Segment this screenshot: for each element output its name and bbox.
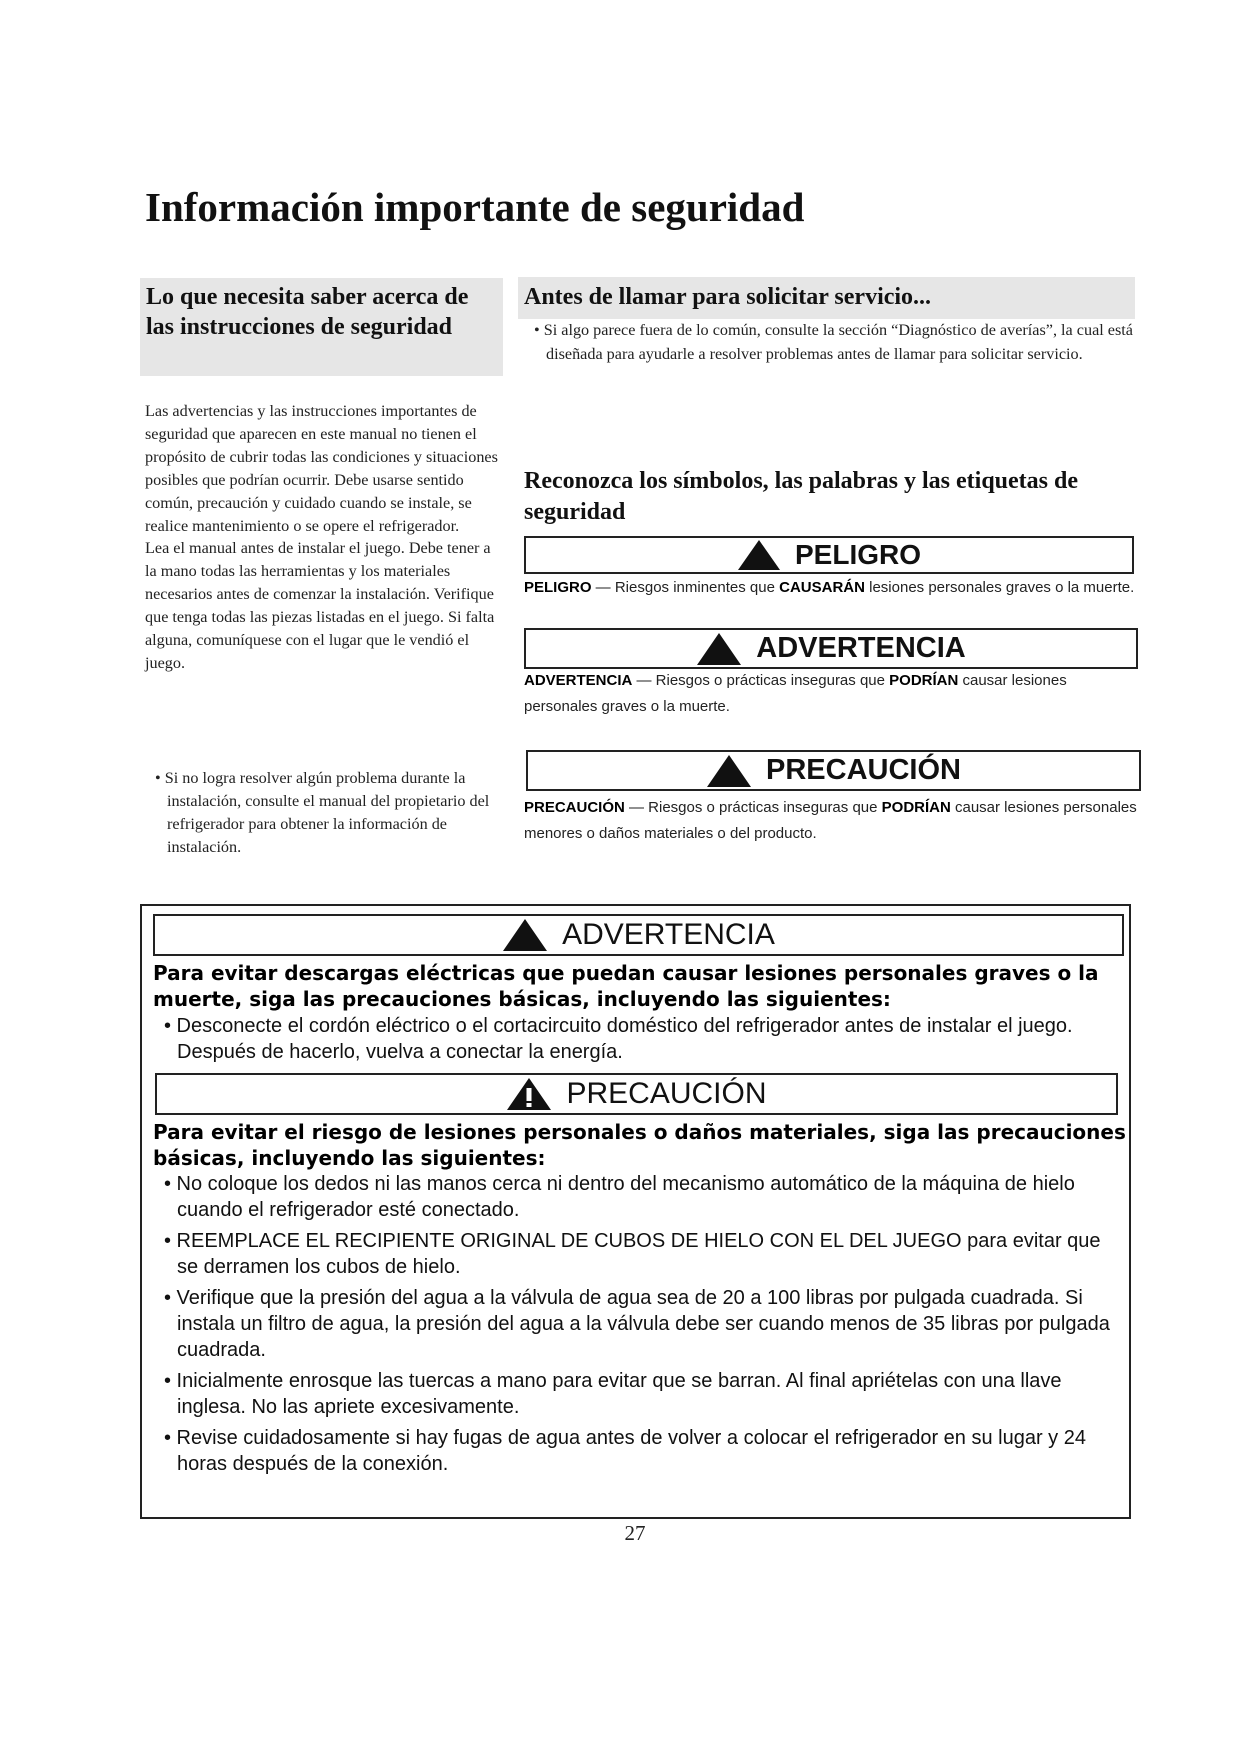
- advertencia-desc-post: causar lesiones personales graves o la muerte.: [524, 672, 1067, 715]
- warning-triangle-icon: [737, 539, 781, 571]
- peligro-desc-pre: — Riesgos inminentes que: [591, 579, 780, 596]
- frame-precaucion-bullet: • No coloque los dedos ni las manos cerca ni dentro del mecanismo automático de la máquina de hielo cuando el refrigerador esté conectado.: [164, 1173, 1075, 1221]
- precaucion-term: PRECAUCIÓN: [524, 799, 625, 816]
- precaucion-emph: PODRÍAN: [881, 799, 951, 816]
- page-number: 27: [624, 1521, 646, 1545]
- caution-exclamation-triangle-icon: [506, 1077, 552, 1111]
- precaucion-desc-post: causar lesiones personales menores o daños materiales o del producto.: [524, 799, 1137, 842]
- warning-triangle-icon: [706, 754, 752, 788]
- advertencia-term: ADVERTENCIA: [524, 672, 633, 689]
- left-paragraph-1: Las advertencias y las instrucciones importantes de seguridad que aparecen en este manual no tienen el propósito de cubrir todas las condiciones y situaciones posibles que podrían ocurrir. Debe usarse sentido común, precaución y cuidado cuando se instale, se realice mantenimiento o se opere el refrigerador.: [145, 402, 498, 535]
- left-section-heading: Lo que necesita saber acerca de las instrucciones de seguridad: [140, 278, 503, 376]
- frame-precaucion-lead: Para evitar el riesgo de lesiones personales o daños materiales, siga las precauciones básicas, incluyendo las siguientes:: [153, 1120, 1126, 1170]
- frame-advertencia-box: [153, 914, 1124, 956]
- precaucion-desc-pre: — Riesgos o prácticas inseguras que: [624, 799, 882, 816]
- peligro-emph: CAUSARÁN: [779, 579, 865, 596]
- left-bullet: • Si no logra resolver algún problema durante la instalación, consulte el manual del propietario del refrigerador para obtener la información de instalación.: [155, 769, 490, 856]
- advertencia-signal-label: ADVERTENCIA: [756, 632, 966, 664]
- frame-advertencia-bullet: • Desconecte el cordón eléctrico o el cortacircuito doméstico del refrigerador antes de instalar el juego. Después de hacerlo, vuelva a conectar la energía.: [164, 1015, 1073, 1063]
- advertencia-desc-pre: — Riesgos o prácticas inseguras que: [632, 672, 890, 689]
- peligro-signal-label: PELIGRO: [794, 539, 921, 570]
- peligro-desc-post: lesiones personales graves o la muerte.: [864, 579, 1135, 596]
- warning-triangle-icon: [696, 632, 742, 666]
- frame-advertencia-lead: Para evitar descargas eléctricas que puedan causar lesiones personales graves o la muerte, siga las precauciones básicas, incluyendo las siguientes:: [153, 961, 1099, 1011]
- peligro-signal-box: [524, 536, 1134, 574]
- frame-precaucion-box: [155, 1073, 1118, 1115]
- peligro-term: PELIGRO: [524, 579, 592, 596]
- advertencia-emph: PODRÍAN: [889, 672, 959, 689]
- frame-precaucion-bullet: • Verifique que la presión del agua a la válvula de agua sea de 20 a 100 libras por pulgada cuadrada. Si instala un filtro de agua, la presión del agua a la válvula debe ser cuando menos de 35 libras por pulgada cuadrada.: [164, 1287, 1110, 1361]
- precaucion-signal-label: PRECAUCIÓN: [766, 754, 961, 786]
- service-heading: Antes de llamar para solicitar servicio...: [518, 277, 1135, 319]
- advertencia-signal-box: [524, 628, 1138, 669]
- symbols-heading: Reconozca los símbolos, las palabras y las etiquetas de seguridad: [524, 468, 1079, 525]
- left-paragraph-2: Lea el manual antes de instalar el juego. Debe tener a la mano todas las herramientas y los materiales necesarios antes de comenzar la instalación. Verifique que tenga todas las piezas listadas en el juego. Si falta alguna, comuníquese con el lugar que le vendió el juego.: [145, 539, 495, 672]
- advertencia-description: [524, 668, 1114, 720]
- peligro-description: [524, 577, 1154, 599]
- precaucion-description: [524, 795, 1164, 847]
- frame-advertencia-label: ADVERTENCIA: [562, 918, 775, 951]
- warning-triangle-icon: [502, 918, 548, 952]
- service-bullet: • Si algo parece fuera de lo común, consulte la sección “Diagnóstico de averías”, la cual está diseñada para ayudarle a resolver problemas antes de llamar para solicitar servicio.: [534, 321, 1133, 363]
- page-title: Información importante de seguridad: [145, 184, 805, 230]
- frame-precaucion-bullet: • REEMPLACE EL RECIPIENTE ORIGINAL DE CUBOS DE HIELO CON EL DEL JUEGO para evitar que se derramen los cubos de hielo.: [164, 1230, 1101, 1278]
- frame-precaucion-bullet: • Revise cuidadosamente si hay fugas de agua antes de volver a colocar el refrigerador en su lugar y 24 horas después de la conexión.: [164, 1427, 1086, 1475]
- precaucion-signal-box: [526, 750, 1141, 791]
- frame-precaucion-bullet: • Inicialmente enrosque las tuercas a mano para evitar que se barran. Al final apriételas con una llave inglesa. No las apriete excesivamente.: [164, 1370, 1062, 1418]
- frame-precaucion-label: PRECAUCIÓN: [566, 1077, 767, 1110]
- left-section-body: [145, 400, 500, 675]
